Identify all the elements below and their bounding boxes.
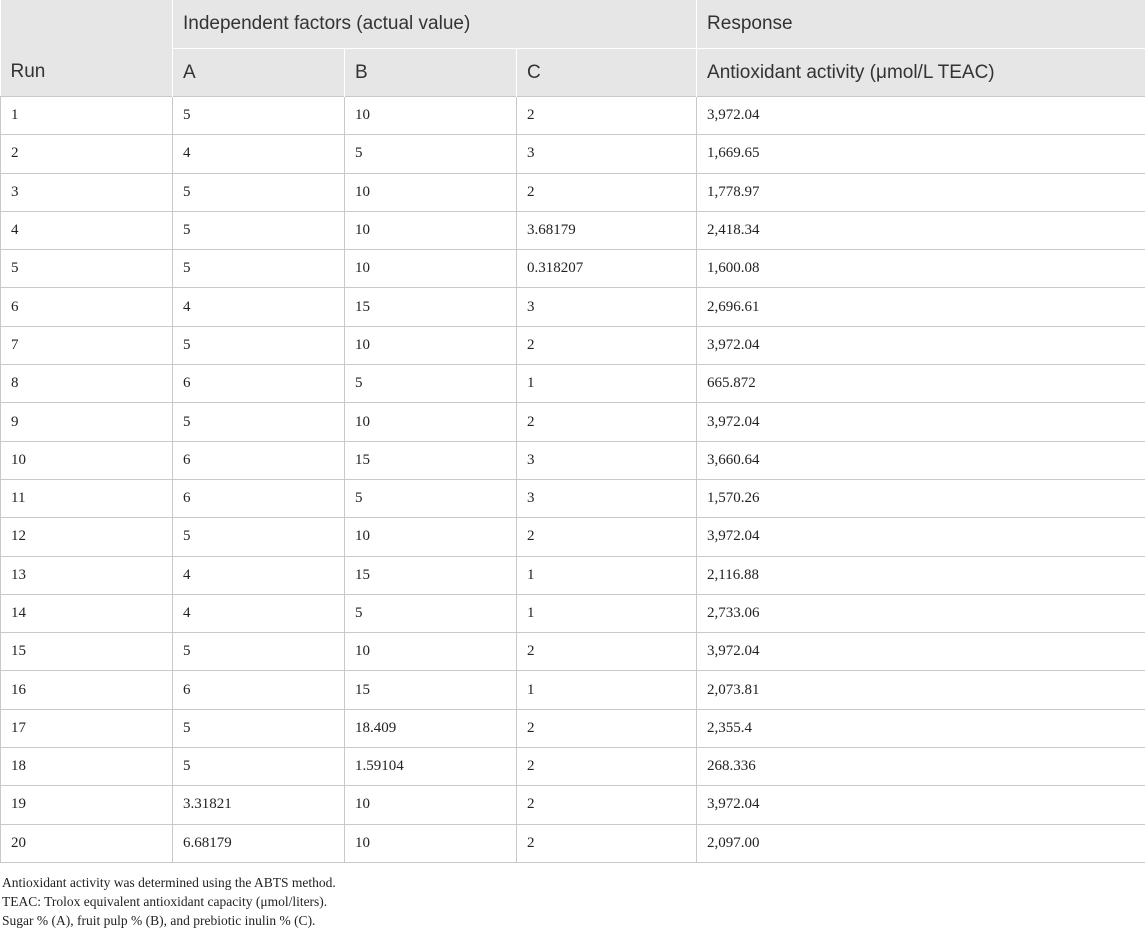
cell-b: 15 bbox=[345, 288, 517, 326]
cell-response: 2,696.61 bbox=[697, 288, 1145, 326]
cell-a: 5 bbox=[173, 709, 345, 747]
header-col-b: B bbox=[345, 49, 517, 97]
table-row bbox=[1, 403, 1145, 441]
table-row bbox=[1, 173, 1145, 211]
cell-run: 13 bbox=[1, 556, 173, 594]
cell-c: 2 bbox=[517, 518, 697, 556]
table-row bbox=[1, 135, 1145, 173]
table-row bbox=[1, 556, 1145, 594]
cell-c: 2 bbox=[517, 403, 697, 441]
cell-response: 2,097.00 bbox=[697, 824, 1145, 862]
cell-response: 1,600.08 bbox=[697, 250, 1145, 288]
cell-run: 9 bbox=[1, 403, 173, 441]
cell-a: 4 bbox=[173, 135, 345, 173]
cell-response: 3,972.04 bbox=[697, 633, 1145, 671]
header-col-c: C bbox=[517, 49, 697, 97]
cell-response: 665.872 bbox=[697, 365, 1145, 403]
cell-run: 10 bbox=[1, 441, 173, 479]
cell-c: 2 bbox=[517, 748, 697, 786]
header-col-a: A bbox=[173, 49, 345, 97]
cell-b: 10 bbox=[345, 403, 517, 441]
header-run-spacer bbox=[1, 0, 173, 49]
table-row bbox=[1, 824, 1145, 862]
cell-b: 10 bbox=[345, 326, 517, 364]
cell-response: 2,073.81 bbox=[697, 671, 1145, 709]
cell-c: 3 bbox=[517, 479, 697, 517]
cell-b: 5 bbox=[345, 594, 517, 632]
table-row bbox=[1, 288, 1145, 326]
cell-b: 15 bbox=[345, 556, 517, 594]
table-row bbox=[1, 786, 1145, 824]
table-row bbox=[1, 671, 1145, 709]
cell-run: 14 bbox=[1, 594, 173, 632]
cell-a: 4 bbox=[173, 556, 345, 594]
cell-b: 5 bbox=[345, 365, 517, 403]
cell-response: 2,733.06 bbox=[697, 594, 1145, 632]
table-row bbox=[1, 479, 1145, 517]
table-row bbox=[1, 748, 1145, 786]
cell-run: 8 bbox=[1, 365, 173, 403]
cell-c: 1 bbox=[517, 556, 697, 594]
cell-b: 10 bbox=[345, 633, 517, 671]
cell-response: 3,660.64 bbox=[697, 441, 1145, 479]
cell-run: 3 bbox=[1, 173, 173, 211]
cell-response: 3,972.04 bbox=[697, 326, 1145, 364]
cell-response: 3,972.04 bbox=[697, 403, 1145, 441]
cell-run: 15 bbox=[1, 633, 173, 671]
cell-run: 19 bbox=[1, 786, 173, 824]
cell-b: 15 bbox=[345, 671, 517, 709]
cell-b: 5 bbox=[345, 479, 517, 517]
cell-a: 6 bbox=[173, 671, 345, 709]
cell-run: 16 bbox=[1, 671, 173, 709]
cell-c: 2 bbox=[517, 326, 697, 364]
cell-a: 3.31821 bbox=[173, 786, 345, 824]
cell-response: 1,570.26 bbox=[697, 479, 1145, 517]
cell-a: 5 bbox=[173, 173, 345, 211]
cell-a: 5 bbox=[173, 211, 345, 249]
cell-c: 3 bbox=[517, 288, 697, 326]
table-row bbox=[1, 633, 1145, 671]
cell-run: 20 bbox=[1, 824, 173, 862]
cell-b: 10 bbox=[345, 824, 517, 862]
cell-b: 15 bbox=[345, 441, 517, 479]
cell-run: 1 bbox=[1, 97, 173, 135]
cell-run: 17 bbox=[1, 709, 173, 747]
cell-b: 10 bbox=[345, 173, 517, 211]
cell-run: 12 bbox=[1, 518, 173, 556]
cell-c: 2 bbox=[517, 786, 697, 824]
cell-c: 2 bbox=[517, 633, 697, 671]
header-response-col: Antioxidant activity (μmol/L TEAC) bbox=[697, 49, 1145, 97]
cell-c: 1 bbox=[517, 594, 697, 632]
footnote: Sugar % (A), fruit pulp % (B), and prebiotic inulin % (C). bbox=[2, 913, 316, 928]
cell-b: 10 bbox=[345, 786, 517, 824]
cell-response: 268.336 bbox=[697, 748, 1145, 786]
cell-c: 3 bbox=[517, 441, 697, 479]
cell-run: 11 bbox=[1, 479, 173, 517]
cell-c: 2 bbox=[517, 97, 697, 135]
cell-c: 1 bbox=[517, 671, 697, 709]
table-header bbox=[1, 0, 1145, 97]
header-independent-factors: Independent factors (actual value) bbox=[173, 0, 697, 49]
cell-b: 10 bbox=[345, 518, 517, 556]
cell-c: 2 bbox=[517, 709, 697, 747]
cell-response: 2,355.4 bbox=[697, 709, 1145, 747]
cell-b: 10 bbox=[345, 250, 517, 288]
table-footnotes bbox=[2, 873, 336, 930]
cell-c: 2 bbox=[517, 824, 697, 862]
cell-a: 5 bbox=[173, 518, 345, 556]
table-row bbox=[1, 326, 1145, 364]
header-response: Response bbox=[697, 0, 1145, 49]
cell-c: 3.68179 bbox=[517, 211, 697, 249]
table-row bbox=[1, 250, 1145, 288]
table-body bbox=[1, 97, 1145, 863]
cell-a: 5 bbox=[173, 250, 345, 288]
cell-run: 7 bbox=[1, 326, 173, 364]
cell-response: 1,778.97 bbox=[697, 173, 1145, 211]
cell-run: 6 bbox=[1, 288, 173, 326]
cell-response: 3,972.04 bbox=[697, 786, 1145, 824]
cell-c: 3 bbox=[517, 135, 697, 173]
table-row bbox=[1, 518, 1145, 556]
table-row bbox=[1, 97, 1145, 135]
cell-b: 10 bbox=[345, 211, 517, 249]
footnote: Antioxidant activity was determined using the ABTS method. bbox=[2, 875, 336, 890]
cell-b: 18.409 bbox=[345, 709, 517, 747]
table-row bbox=[1, 441, 1145, 479]
cell-a: 5 bbox=[173, 97, 345, 135]
cell-response: 2,116.88 bbox=[697, 556, 1145, 594]
cell-a: 6 bbox=[173, 365, 345, 403]
cell-a: 5 bbox=[173, 633, 345, 671]
cell-b: 5 bbox=[345, 135, 517, 173]
table-row bbox=[1, 594, 1145, 632]
cell-a: 6 bbox=[173, 441, 345, 479]
cell-b: 10 bbox=[345, 97, 517, 135]
cell-b: 1.59104 bbox=[345, 748, 517, 786]
header-run: Run bbox=[1, 49, 173, 97]
cell-c: 0.318207 bbox=[517, 250, 697, 288]
cell-a: 6.68179 bbox=[173, 824, 345, 862]
cell-a: 4 bbox=[173, 288, 345, 326]
cell-a: 4 bbox=[173, 594, 345, 632]
table-row bbox=[1, 709, 1145, 747]
footnote: TEAC: Trolox equivalent antioxidant capacity (μmol/liters). bbox=[2, 894, 328, 909]
cell-run: 18 bbox=[1, 748, 173, 786]
cell-run: 4 bbox=[1, 211, 173, 249]
cell-run: 2 bbox=[1, 135, 173, 173]
cell-response: 2,418.34 bbox=[697, 211, 1145, 249]
cell-c: 1 bbox=[517, 365, 697, 403]
cell-a: 5 bbox=[173, 748, 345, 786]
cell-a: 6 bbox=[173, 479, 345, 517]
table-row bbox=[1, 211, 1145, 249]
cell-response: 3,972.04 bbox=[697, 518, 1145, 556]
cell-c: 2 bbox=[517, 173, 697, 211]
cell-response: 3,972.04 bbox=[697, 97, 1145, 135]
cell-a: 5 bbox=[173, 403, 345, 441]
cell-run: 5 bbox=[1, 250, 173, 288]
table-row bbox=[1, 365, 1145, 403]
cell-a: 5 bbox=[173, 326, 345, 364]
cell-response: 1,669.65 bbox=[697, 135, 1145, 173]
